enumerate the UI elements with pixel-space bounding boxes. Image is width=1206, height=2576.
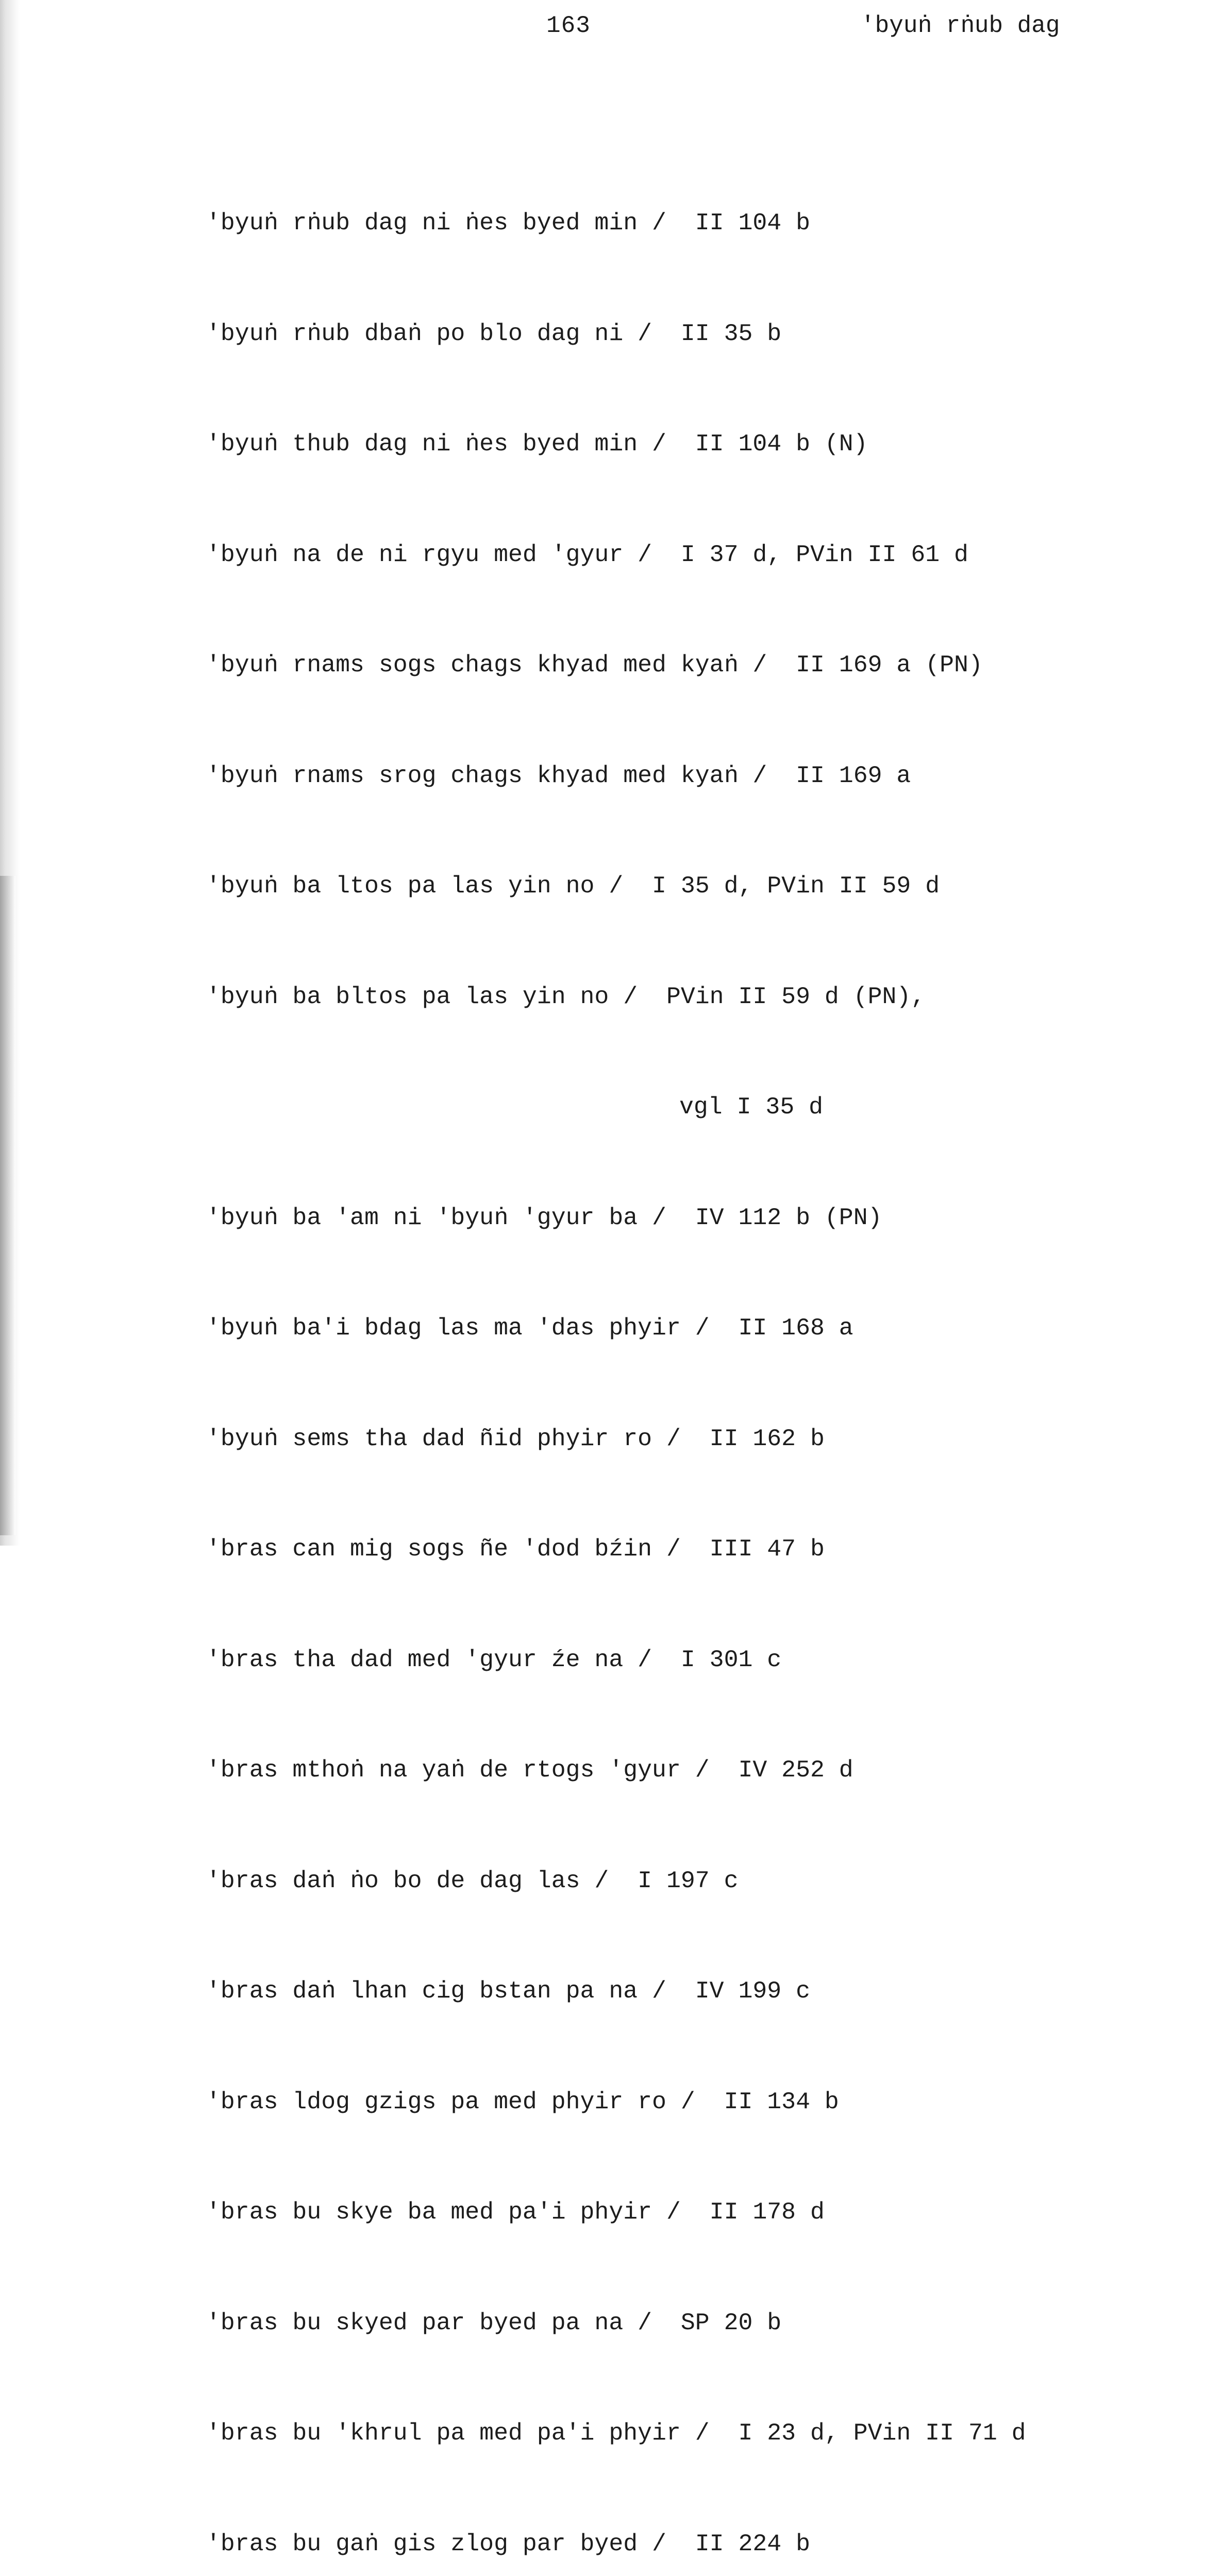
index-entry: 'byuṅ rṅub dbaṅ po blo dag ni / II 35 b xyxy=(206,319,782,347)
index-entries xyxy=(206,131,1054,2576)
index-entry: 'byuṅ rnams sogs chags khyad med kyaṅ / II 169 a (PN) xyxy=(206,651,983,679)
index-entry: 'byuṅ ba 'am ni 'byuṅ 'gyur ba / IV 112 b (PN) xyxy=(206,1204,882,1231)
index-entry: 'bras bu skyed par byed pa na / SP 20 b xyxy=(206,2309,782,2336)
index-entry: 'bras tha dad med 'gyur źe na / I 301 c xyxy=(206,1646,782,1673)
index-entry: 'bras bu skye ba med pa'i phyir / II 178 d xyxy=(206,2198,825,2226)
index-entry: 'byuṅ rnams srog chags khyad med kyaṅ / II 169 a xyxy=(206,761,911,789)
index-entry: 'bras bu 'khrul pa med pa'i phyir / I 23 d, PVin II 71 d xyxy=(206,2419,1026,2447)
index-entry: 'bras mthoṅ na yaṅ de rtogs 'gyur / IV 252 d xyxy=(206,1756,853,1784)
index-entry: 'byuṅ ba ltos pa las yin no / I 35 d, PVin II 59 d xyxy=(206,872,940,900)
index-entry: 'byuṅ ba bltos pa las yin no / PVin II 59 d (PN), xyxy=(206,982,926,1010)
scan-edge-shadow xyxy=(0,876,15,1535)
index-entry: 'bras daṅ ṅo bo de dag las / I 197 c xyxy=(206,1867,739,1894)
index-entry: 'byuṅ sems tha dad ñid phyir ro / II 162 b xyxy=(206,1425,825,1452)
index-entry: 'bras bu gaṅ gis zlog par byed / II 224 b xyxy=(206,2530,810,2557)
index-entry: 'byuṅ rṅub dag ni ṅes byed min / II 104 b xyxy=(206,209,810,236)
index-entry: 'byuṅ ba'i bdag las ma 'das phyir / II 168 a xyxy=(206,1314,853,1342)
page-number: 163 xyxy=(546,12,591,39)
index-entry: 'bras daṅ lhan cig bstan pa na / IV 199 c xyxy=(206,1977,810,2005)
running-head: 'byuṅ rṅub dag xyxy=(861,12,1060,39)
index-entry: 'bras can mig sogs ñe 'dod bźin / III 47 b xyxy=(206,1535,825,1563)
index-entry: 'byuṅ thub dag ni ṅes byed min / II 104 b (N) xyxy=(206,430,868,457)
index-entry-continuation: vgl I 35 d xyxy=(679,1093,824,1121)
index-entry: 'byuṅ na de ni rgyu med 'gyur / I 37 d, PVin II 61 d xyxy=(206,540,968,568)
index-entry: 'bras ldog gzigs pa med phyir ro / II 134 b xyxy=(206,2088,839,2115)
